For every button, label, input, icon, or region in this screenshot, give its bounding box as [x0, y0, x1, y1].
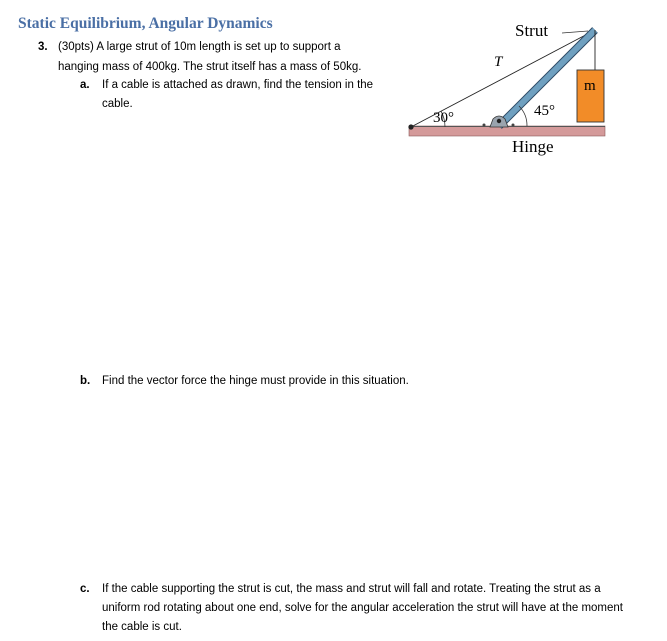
hinge-bolt-right [512, 124, 515, 127]
problem-text-line-2: hanging mass of 400kg. The strut itself has a mass of 50kg. [58, 61, 362, 73]
hinge-pin [497, 119, 501, 123]
strut-label-pointer [562, 31, 588, 33]
mass-label: m [584, 78, 596, 94]
tension-label: T [494, 54, 503, 70]
part-b-line-1: Find the vector force the hinge must provide in this situation. [102, 375, 409, 387]
cable-anchor [408, 124, 413, 129]
part-c-line-2: uniform rod rotating about one end, solve for the angular acceleration the strut will have at the moment [102, 602, 623, 614]
strut-diagram [400, 14, 612, 164]
problem-number: 3. [38, 41, 48, 53]
part-c-line-1: If the cable supporting the strut is cut, the mass and strut will fall and rotate. Treating the strut as a [102, 583, 601, 595]
hinge-bolt-left [483, 124, 486, 127]
part-c-letter: c. [80, 583, 90, 595]
cable-angle-label: 30° [433, 110, 454, 126]
part-a-line-2: cable. [102, 98, 133, 110]
strut-angle-label: 45° [534, 103, 555, 119]
part-b-letter: b. [80, 375, 91, 387]
part-a-letter: a. [80, 79, 90, 91]
part-c-line-3: the cable is cut. [102, 621, 182, 633]
hinge-label: Hinge [512, 137, 554, 156]
ground [409, 126, 605, 136]
page-heading: Static Equilibrium, Angular Dynamics [18, 15, 273, 32]
problem-text-line-1: (30pts) A large strut of 10m length is set up to support a [58, 41, 341, 53]
part-a-line-1: If a cable is attached as drawn, find the tension in the [102, 79, 374, 91]
strut-label: Strut [515, 21, 549, 40]
